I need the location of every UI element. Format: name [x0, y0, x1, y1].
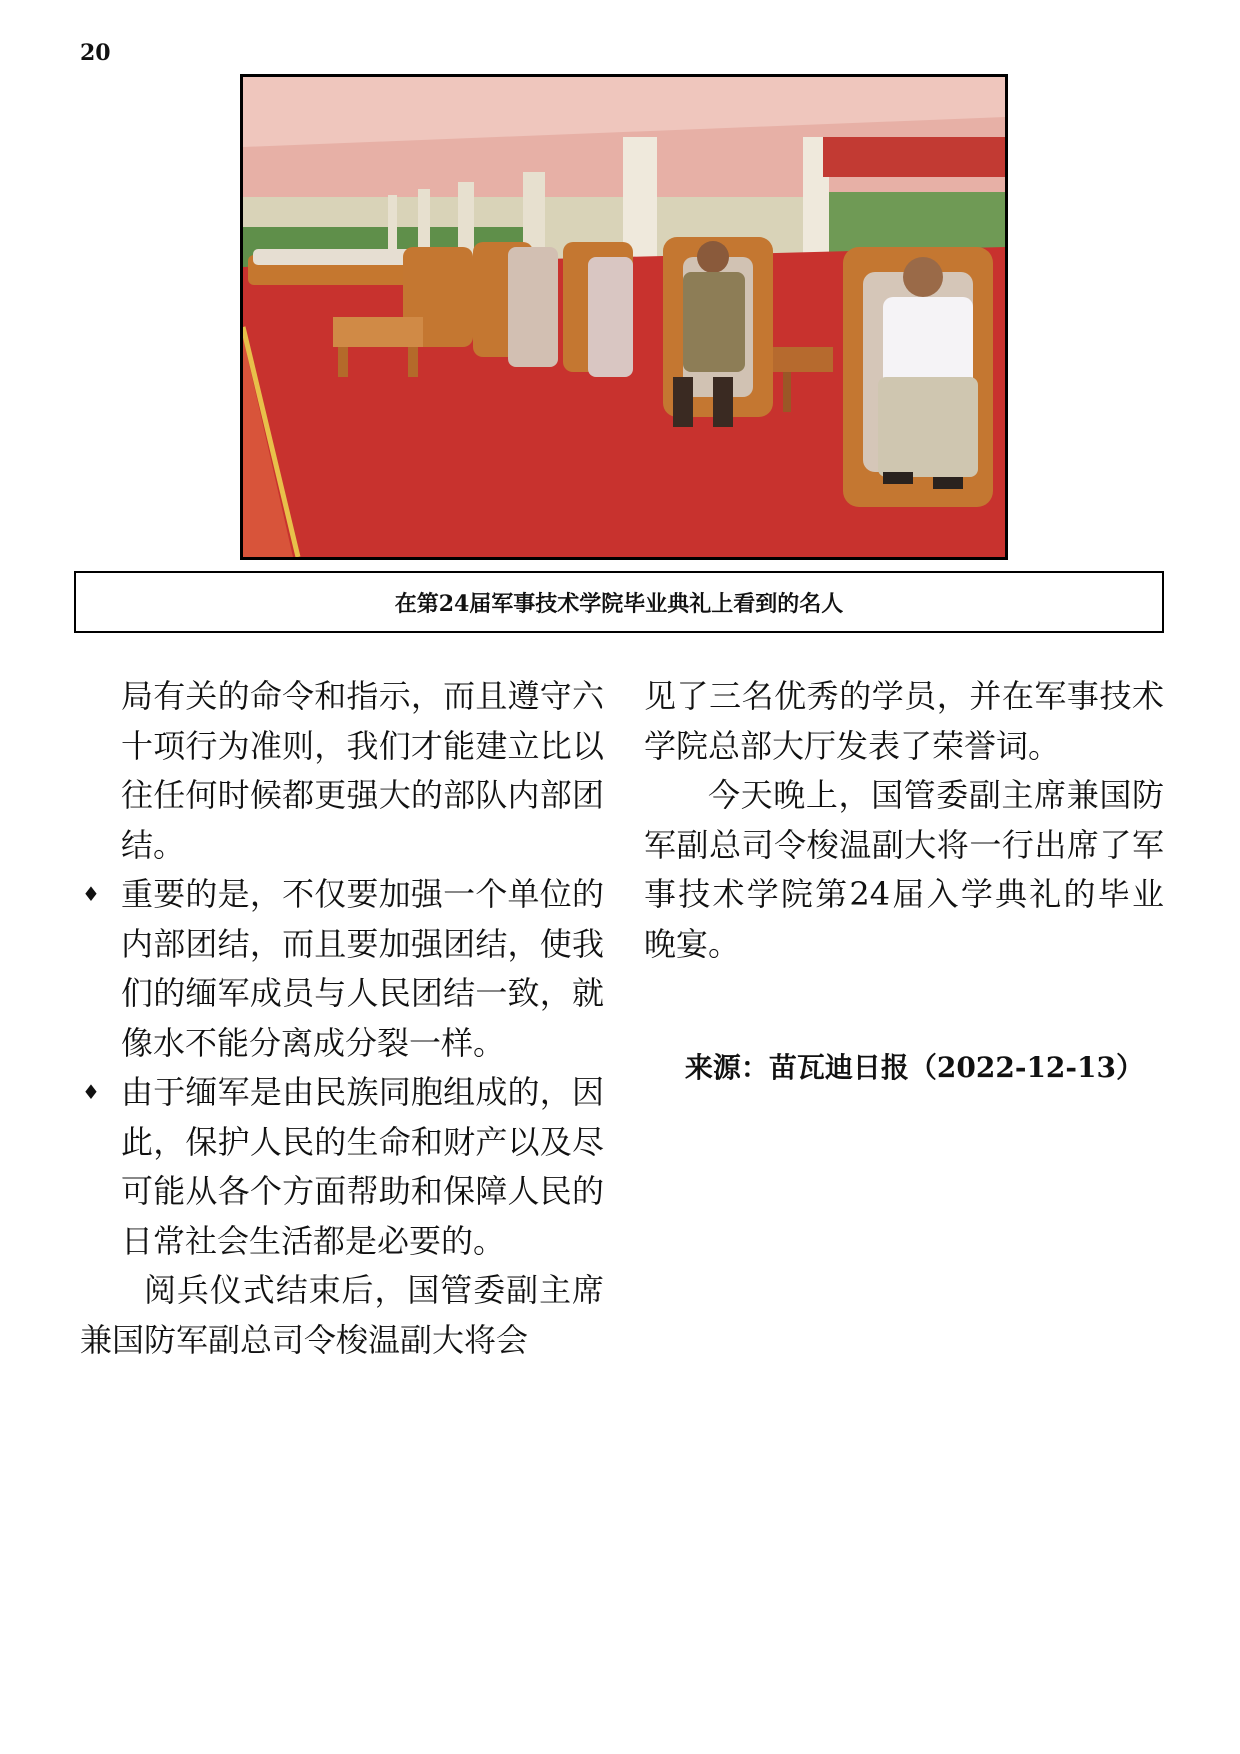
- bullet-text: 由于缅军是由民族同胞组成的，因此，保护人民的生命和财产以及尽可能从各个方面帮助和保障人民的日常社会生活都是必要的。: [121, 1073, 604, 1260]
- right-column: [644, 672, 1164, 1093]
- photo-ceremony-icon: [243, 77, 1005, 557]
- diamond-bullet-icon: ♦: [82, 882, 100, 906]
- bullet-item: [80, 870, 604, 1068]
- source-line: 来源：苗瓦迪日报（2022-12-13）: [684, 1051, 1144, 1084]
- page-number: 20: [80, 40, 111, 66]
- ceremony-photo: [240, 74, 1008, 560]
- body-paragraph: 阅兵仪式结束后，国管委副主席兼国防军副总司令梭温副大将会: [80, 1271, 604, 1359]
- photo-caption-box: [74, 571, 1164, 633]
- continuation-paragraph: 见了三名优秀的学员，并在军事技术学院总部大厅发表了荣誉词。: [644, 677, 1164, 765]
- photo-caption: 在第24届军事技术学院毕业典礼上看到的名人: [394, 590, 844, 617]
- bullet-text: 重要的是，不仅要加强一个单位的内部团结，而且要加强团结，使我们的缅军成员与人民团结一致，就像水不能分离成分裂一样。: [121, 875, 604, 1062]
- bullet-item: [80, 1068, 604, 1266]
- left-column: [80, 672, 604, 1365]
- body-paragraph: 今天晚上，国管委副主席兼国防军副总司令梭温副大将一行出席了军事技术学院第24届入学典礼的毕业晚宴。: [644, 776, 1164, 963]
- diamond-bullet-icon: ♦: [82, 1080, 100, 1104]
- continuation-paragraph: 局有关的命令和指示，而且遵守六十项行为准则，我们才能建立比以往任何时候都更强大的部队内部团结。: [121, 677, 604, 864]
